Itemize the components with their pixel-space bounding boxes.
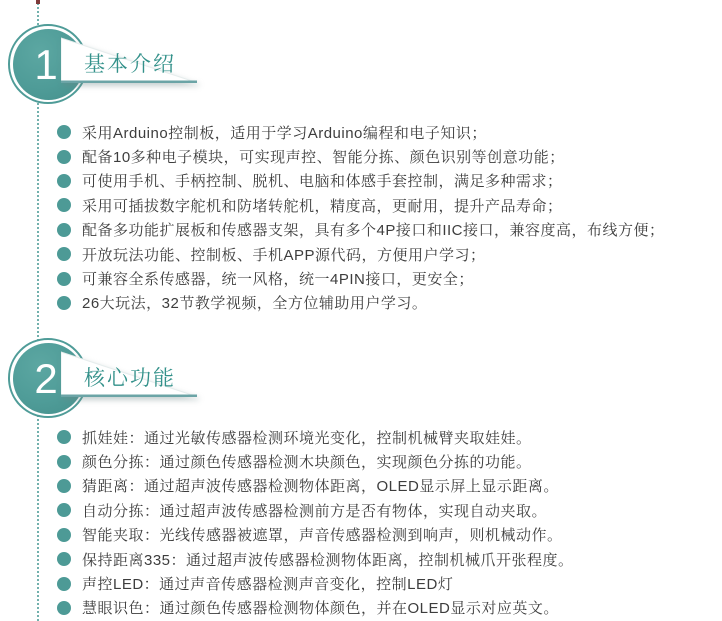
- bullet-icon: [57, 455, 71, 469]
- feature-item: [57, 474, 574, 498]
- feature-text: 26大玩法，32节教学视频，全方位辅助用户学习。: [82, 295, 428, 313]
- bullet-icon: [57, 552, 71, 566]
- feature-item: [57, 547, 574, 571]
- feature-item: [57, 218, 665, 242]
- bullet-icon: [57, 430, 71, 444]
- timeline-top-marker: [36, 0, 40, 4]
- feature-text: 抓娃娃：通过光敏传感器检测环境光变化，控制机械臂夹取娃娃。: [82, 429, 532, 447]
- bullet-icon: [57, 577, 71, 591]
- bullet-icon: [57, 272, 71, 286]
- feature-text: 保持距离335：通过超声波传感器检测物体距离，控制机械爪开张程度。: [82, 551, 574, 569]
- bullet-icon: [57, 223, 71, 237]
- bullet-icon: [57, 247, 71, 261]
- feature-item: [57, 120, 665, 144]
- feature-text: 开放玩法功能、控制板、手机APP源代码，方便用户学习；: [82, 246, 486, 264]
- bullet-icon: [57, 296, 71, 310]
- feature-item: [57, 169, 665, 193]
- bullet-icon: [57, 150, 71, 164]
- feature-item: [57, 571, 574, 595]
- feature-text: 颜色分拣：通过颜色传感器检测木块颜色，实现颜色分拣的功能。: [82, 454, 532, 472]
- section-title: 核心功能: [84, 367, 176, 390]
- feature-item: [57, 291, 665, 315]
- feature-item: [57, 449, 574, 473]
- bullet-icon: [57, 174, 71, 188]
- feature-text: 可使用手机、手柄控制、脱机、电脑和体感手套控制，满足多种需求；: [82, 173, 563, 191]
- feature-list: [57, 120, 665, 315]
- feature-text: 配备多功能扩展板和传感器支架，具有多个4P接口和IIC接口，兼容度高，布线方便；: [82, 222, 665, 240]
- feature-item: [57, 596, 574, 620]
- feature-item: [57, 523, 574, 547]
- bullet-icon: [57, 125, 71, 139]
- feature-item: [57, 266, 665, 290]
- section-number: 1: [34, 41, 58, 88]
- bullet-icon: [57, 601, 71, 615]
- section-number: 2: [34, 355, 58, 402]
- feature-item: [57, 498, 574, 522]
- section-title: 基本介绍: [84, 53, 176, 76]
- bullet-icon: [57, 198, 71, 212]
- feature-text: 智能夹取：光线传感器被遮罩，声音传感器检测到响声，则机械动作。: [82, 527, 563, 545]
- feature-text: 声控LED：通过声音传感器检测声音变化，控制LED灯: [82, 576, 454, 594]
- bullet-icon: [57, 528, 71, 542]
- feature-text: 配备10多种电子模块，可实现声控、智能分拣、颜色识别等创意功能；: [82, 149, 565, 167]
- feature-item: [57, 193, 665, 217]
- feature-text: 慧眼识色：通过颜色传感器检测物体颜色，并在OLED显示对应英文。: [82, 600, 559, 618]
- feature-item: [57, 144, 665, 168]
- feature-text: 自动分拣：通过超声波传感器检测前方是否有物体，实现自动夹取。: [82, 502, 548, 520]
- bullet-icon: [57, 479, 71, 493]
- feature-item: [57, 425, 574, 449]
- feature-list: [57, 425, 574, 620]
- feature-text: 采用可插拔数字舵机和防堵转舵机，精度高，更耐用，提升产品寿命；: [82, 197, 563, 215]
- feature-text: 采用Arduino控制板，适用于学习Arduino编程和电子知识；: [82, 124, 487, 142]
- bullet-icon: [57, 503, 71, 517]
- feature-item: [57, 242, 665, 266]
- feature-text: 猜距离：通过超声波传感器检测物体距离，OLED显示屏上显示距离。: [82, 478, 559, 496]
- feature-text: 可兼容全系传感器，统一风格，统一4PIN接口，更安全；: [82, 271, 474, 289]
